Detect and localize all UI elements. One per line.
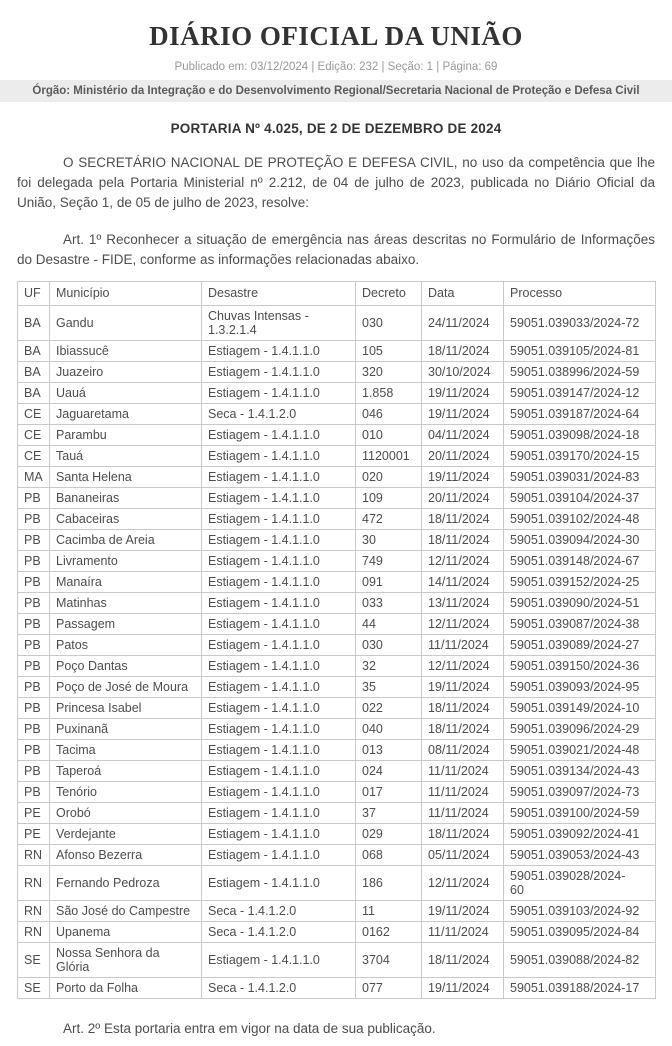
table-cell-uf: PB bbox=[18, 572, 50, 593]
table-cell-decreto: 109 bbox=[356, 488, 422, 509]
table-cell-processo: 59051.039092/2024-41 bbox=[504, 824, 656, 845]
table-cell-municipio: São José do Campestre bbox=[50, 901, 202, 922]
table-cell-data: 19/11/2024 bbox=[422, 901, 504, 922]
table-cell-municipio: Ibiassucê bbox=[50, 341, 202, 362]
table-cell-data: 14/11/2024 bbox=[422, 572, 504, 593]
table-cell-processo: 59051.039094/2024-30 bbox=[504, 530, 656, 551]
table-cell-decreto: 186 bbox=[356, 866, 422, 901]
table-cell-uf: RN bbox=[18, 866, 50, 901]
table-row bbox=[18, 803, 656, 824]
table-cell-processo: 59051.039031/2024-83 bbox=[504, 467, 656, 488]
table-cell-decreto: 013 bbox=[356, 740, 422, 761]
gazette-header bbox=[0, 22, 672, 102]
table-row bbox=[18, 446, 656, 467]
table-cell-decreto: 046 bbox=[356, 404, 422, 425]
table-cell-data: 13/11/2024 bbox=[422, 593, 504, 614]
table-cell-municipio: Princesa Isabel bbox=[50, 698, 202, 719]
table-cell-decreto: 022 bbox=[356, 698, 422, 719]
table-cell-uf: PB bbox=[18, 635, 50, 656]
table-cell-municipio: Passagem bbox=[50, 614, 202, 635]
table-row bbox=[18, 551, 656, 572]
table-cell-data: 11/11/2024 bbox=[422, 922, 504, 943]
table-cell-desastre: Estiagem - 1.4.1.1.0 bbox=[202, 614, 356, 635]
table-cell-processo: 59051.038996/2024-59 bbox=[504, 362, 656, 383]
table-cell-decreto: 35 bbox=[356, 677, 422, 698]
table-cell-municipio: Juazeiro bbox=[50, 362, 202, 383]
table-cell-desastre: Seca - 1.4.1.2.0 bbox=[202, 901, 356, 922]
table-cell-municipio: Puxinanã bbox=[50, 719, 202, 740]
table-cell-decreto: 30 bbox=[356, 530, 422, 551]
organ-band bbox=[0, 80, 672, 102]
table-cell-desastre: Estiagem - 1.4.1.1.0 bbox=[202, 425, 356, 446]
col-header-municipio: Município bbox=[50, 282, 202, 306]
table-row bbox=[18, 845, 656, 866]
table-cell-uf: PB bbox=[18, 488, 50, 509]
table-cell-municipio: Tauá bbox=[50, 446, 202, 467]
table-cell-municipio: Fernando Pedroza bbox=[50, 866, 202, 901]
table-cell-desastre: Estiagem - 1.4.1.1.0 bbox=[202, 824, 356, 845]
table-cell-desastre: Estiagem - 1.4.1.1.0 bbox=[202, 866, 356, 901]
table-cell-desastre: Estiagem - 1.4.1.1.0 bbox=[202, 572, 356, 593]
table-cell-decreto: 024 bbox=[356, 761, 422, 782]
table-cell-decreto: 1.858 bbox=[356, 383, 422, 404]
table-cell-municipio: Manaíra bbox=[50, 572, 202, 593]
table-cell-data: 19/11/2024 bbox=[422, 978, 504, 999]
table-cell-data: 12/11/2024 bbox=[422, 551, 504, 572]
portaria-heading: PORTARIA Nº 4.025, DE 2 DE DEZEMBRO DE 2024 bbox=[170, 121, 502, 136]
table-cell-decreto: 029 bbox=[356, 824, 422, 845]
table-cell-uf: PB bbox=[18, 530, 50, 551]
table-cell-desastre: Estiagem - 1.4.1.1.0 bbox=[202, 446, 356, 467]
table-cell-decreto: 030 bbox=[356, 635, 422, 656]
table-cell-data: 11/11/2024 bbox=[422, 803, 504, 824]
table-cell-processo: 59051.039104/2024-37 bbox=[504, 488, 656, 509]
table-cell-processo: 59051.039105/2024-81 bbox=[504, 341, 656, 362]
table-cell-decreto: 11 bbox=[356, 901, 422, 922]
table-row bbox=[18, 488, 656, 509]
table-cell-decreto: 010 bbox=[356, 425, 422, 446]
table-cell-desastre: Estiagem - 1.4.1.1.0 bbox=[202, 635, 356, 656]
table-cell-processo: 59051.039170/2024-15 bbox=[504, 446, 656, 467]
table-cell-decreto: 091 bbox=[356, 572, 422, 593]
table-row bbox=[18, 698, 656, 719]
table-cell-uf: CE bbox=[18, 404, 50, 425]
table-cell-data: 11/11/2024 bbox=[422, 635, 504, 656]
paragraph-preamble: O SECRETÁRIO NACIONAL DE PROTEÇÃO E DEFESA CIVIL, no uso da competência que lhe foi delegada pela Portaria Ministerial nº 2.212, de 04 de julho de 2023, publicada no Diário Oficial da União, Seção 1, de 05 de julho de 2023, resolve: bbox=[17, 155, 655, 210]
table-cell-municipio: Porto da Folha bbox=[50, 978, 202, 999]
table-cell-municipio: Parambu bbox=[50, 425, 202, 446]
table-cell-processo: 59051.039149/2024-10 bbox=[504, 698, 656, 719]
table-cell-uf: BA bbox=[18, 383, 50, 404]
table-cell-desastre: Estiagem - 1.4.1.1.0 bbox=[202, 551, 356, 572]
table-cell-decreto: 017 bbox=[356, 782, 422, 803]
table-cell-data: 05/11/2024 bbox=[422, 845, 504, 866]
table-cell-uf: RN bbox=[18, 901, 50, 922]
table-cell-decreto: 1120001 bbox=[356, 446, 422, 467]
table-cell-processo: 59051.039021/2024-48 bbox=[504, 740, 656, 761]
table-cell-decreto: 472 bbox=[356, 509, 422, 530]
table-cell-uf: SE bbox=[18, 943, 50, 978]
table-cell-data: 18/11/2024 bbox=[422, 530, 504, 551]
table-cell-desastre: Estiagem - 1.4.1.1.0 bbox=[202, 761, 356, 782]
table-cell-desastre: Estiagem - 1.4.1.1.0 bbox=[202, 698, 356, 719]
table-cell-decreto: 44 bbox=[356, 614, 422, 635]
table-cell-desastre: Estiagem - 1.4.1.1.0 bbox=[202, 943, 356, 978]
table-cell-desastre: Estiagem - 1.4.1.1.0 bbox=[202, 656, 356, 677]
table-cell-decreto: 077 bbox=[356, 978, 422, 999]
table-cell-decreto: 020 bbox=[356, 467, 422, 488]
table-cell-data: 11/11/2024 bbox=[422, 782, 504, 803]
table-row bbox=[18, 362, 656, 383]
table-row bbox=[18, 824, 656, 845]
table-cell-decreto: 3704 bbox=[356, 943, 422, 978]
col-header-decreto: Decreto bbox=[356, 282, 422, 306]
table-cell-uf: PB bbox=[18, 740, 50, 761]
table-cell-processo: 59051.039100/2024-59 bbox=[504, 803, 656, 824]
table-cell-data: 04/11/2024 bbox=[422, 425, 504, 446]
table-cell-decreto: 0162 bbox=[356, 922, 422, 943]
organ-text: Órgão: Ministério da Integração e do Desenvolvimento Regional/Secretaria Nacional de Proteção e Defesa Civil bbox=[32, 85, 640, 97]
table-cell-uf: PB bbox=[18, 656, 50, 677]
table-cell-uf: PB bbox=[18, 761, 50, 782]
table-cell-municipio: Verdejante bbox=[50, 824, 202, 845]
table-cell-data: 12/11/2024 bbox=[422, 614, 504, 635]
table-cell-data: 08/11/2024 bbox=[422, 740, 504, 761]
col-header-data: Data bbox=[422, 282, 504, 306]
table-cell-data: 18/11/2024 bbox=[422, 509, 504, 530]
table-cell-decreto: 040 bbox=[356, 719, 422, 740]
table-cell-processo: 59051.039089/2024-27 bbox=[504, 635, 656, 656]
table-row bbox=[18, 614, 656, 635]
paragraph-art1: Art. 1º Reconhecer a situação de emergência nas áreas descritas no Formulário de Informações do Desastre - FIDE, conforme as informações relacionadas abaixo. bbox=[17, 232, 655, 267]
table-cell-uf: PB bbox=[18, 782, 50, 803]
col-header-uf: UF bbox=[18, 282, 50, 306]
table-cell-processo: 59051.039093/2024-95 bbox=[504, 677, 656, 698]
table-cell-uf: CE bbox=[18, 446, 50, 467]
table-cell-desastre: Estiagem - 1.4.1.1.0 bbox=[202, 593, 356, 614]
table-cell-uf: PE bbox=[18, 824, 50, 845]
table-cell-uf: BA bbox=[18, 341, 50, 362]
col-header-desastre: Desastre bbox=[202, 282, 356, 306]
table-cell-desastre: Estiagem - 1.4.1.1.0 bbox=[202, 782, 356, 803]
table-cell-municipio: Poço de José de Moura bbox=[50, 677, 202, 698]
table-cell-processo: 59051.039102/2024-48 bbox=[504, 509, 656, 530]
table-cell-processo: 59051.039087/2024-38 bbox=[504, 614, 656, 635]
table-cell-desastre: Estiagem - 1.4.1.1.0 bbox=[202, 383, 356, 404]
table-cell-desastre: Estiagem - 1.4.1.1.0 bbox=[202, 467, 356, 488]
document-body bbox=[0, 121, 672, 1039]
table-cell-processo: 59051.039090/2024-51 bbox=[504, 593, 656, 614]
table-cell-municipio: Tenório bbox=[50, 782, 202, 803]
table-row bbox=[18, 467, 656, 488]
table-cell-decreto: 320 bbox=[356, 362, 422, 383]
table-cell-desastre: Estiagem - 1.4.1.1.0 bbox=[202, 719, 356, 740]
table-cell-municipio: Afonso Bezerra bbox=[50, 845, 202, 866]
publication-meta: Publicado em: 03/12/2024 | Edição: 232 | Seção: 1 | Página: 69 bbox=[174, 61, 498, 73]
table-row bbox=[18, 901, 656, 922]
table-cell-decreto: 030 bbox=[356, 306, 422, 341]
table-cell-uf: PB bbox=[18, 677, 50, 698]
table-cell-data: 30/10/2024 bbox=[422, 362, 504, 383]
table-row bbox=[18, 593, 656, 614]
table-cell-uf: RN bbox=[18, 845, 50, 866]
table-cell-processo: 59051.039095/2024-84 bbox=[504, 922, 656, 943]
table-cell-uf: PB bbox=[18, 614, 50, 635]
table-cell-data: 19/11/2024 bbox=[422, 383, 504, 404]
table-cell-data: 19/11/2024 bbox=[422, 404, 504, 425]
table-cell-processo: 59051.039097/2024-73 bbox=[504, 782, 656, 803]
table-cell-uf: CE bbox=[18, 425, 50, 446]
table-row bbox=[18, 383, 656, 404]
table-cell-municipio: Uauá bbox=[50, 383, 202, 404]
table-row bbox=[18, 978, 656, 999]
table-row bbox=[18, 509, 656, 530]
table-cell-uf: PB bbox=[18, 698, 50, 719]
table-row bbox=[18, 761, 656, 782]
table-cell-processo: 59051.039033/2024-72 bbox=[504, 306, 656, 341]
table-cell-municipio: Santa Helena bbox=[50, 467, 202, 488]
table-cell-desastre: Estiagem - 1.4.1.1.0 bbox=[202, 341, 356, 362]
table-cell-data: 11/11/2024 bbox=[422, 761, 504, 782]
table-cell-uf: PB bbox=[18, 509, 50, 530]
document-page bbox=[0, 22, 672, 1046]
table-cell-desastre: Estiagem - 1.4.1.1.0 bbox=[202, 509, 356, 530]
table-row bbox=[18, 740, 656, 761]
table-cell-processo: 59051.039150/2024-36 bbox=[504, 656, 656, 677]
table-cell-municipio: Cabaceiras bbox=[50, 509, 202, 530]
table-cell-uf: PB bbox=[18, 593, 50, 614]
table-cell-data: 18/11/2024 bbox=[422, 698, 504, 719]
table-cell-desastre: Chuvas Intensas - 1.3.2.1.4 bbox=[202, 306, 356, 341]
table-cell-decreto: 068 bbox=[356, 845, 422, 866]
table-cell-uf: PB bbox=[18, 551, 50, 572]
table-row bbox=[18, 922, 656, 943]
table-cell-processo: 59051.039187/2024-64 bbox=[504, 404, 656, 425]
table-cell-decreto: 033 bbox=[356, 593, 422, 614]
table-row bbox=[18, 866, 656, 901]
emergency-recognition-table bbox=[17, 281, 656, 999]
table-cell-desastre: Estiagem - 1.4.1.1.0 bbox=[202, 362, 356, 383]
table-cell-decreto: 749 bbox=[356, 551, 422, 572]
table-cell-data: 12/11/2024 bbox=[422, 656, 504, 677]
table-cell-desastre: Estiagem - 1.4.1.1.0 bbox=[202, 845, 356, 866]
table-cell-decreto: 32 bbox=[356, 656, 422, 677]
table-cell-uf: BA bbox=[18, 362, 50, 383]
table-cell-desastre: Estiagem - 1.4.1.1.0 bbox=[202, 530, 356, 551]
table-row bbox=[18, 404, 656, 425]
table-cell-data: 20/11/2024 bbox=[422, 446, 504, 467]
table-cell-uf: RN bbox=[18, 922, 50, 943]
table-row bbox=[18, 530, 656, 551]
table-cell-municipio: Taperoá bbox=[50, 761, 202, 782]
table-cell-processo: 59051.039028/2024-60 bbox=[504, 866, 656, 901]
table-cell-data: 12/11/2024 bbox=[422, 866, 504, 901]
table-cell-municipio: Matinhas bbox=[50, 593, 202, 614]
table-cell-municipio: Cacimba de Areia bbox=[50, 530, 202, 551]
table-row bbox=[18, 425, 656, 446]
table-body bbox=[18, 306, 656, 999]
paragraph-art2: Art. 2º Esta portaria entra em vigor na data de sua publicação. bbox=[63, 1021, 436, 1036]
table-row bbox=[18, 341, 656, 362]
table-row bbox=[18, 635, 656, 656]
table-cell-desastre: Estiagem - 1.4.1.1.0 bbox=[202, 677, 356, 698]
table-row bbox=[18, 719, 656, 740]
table-header-row bbox=[18, 282, 656, 306]
table-cell-municipio: Nossa Senhora da Glória bbox=[50, 943, 202, 978]
table-cell-data: 19/11/2024 bbox=[422, 677, 504, 698]
col-header-processo: Processo bbox=[504, 282, 656, 306]
table-cell-uf: BA bbox=[18, 306, 50, 341]
table-cell-municipio: Patos bbox=[50, 635, 202, 656]
table-row bbox=[18, 677, 656, 698]
table-cell-data: 18/11/2024 bbox=[422, 943, 504, 978]
table-row bbox=[18, 306, 656, 341]
table-cell-data: 20/11/2024 bbox=[422, 488, 504, 509]
table-cell-processo: 59051.039147/2024-12 bbox=[504, 383, 656, 404]
table-cell-desastre: Estiagem - 1.4.1.1.0 bbox=[202, 803, 356, 824]
table-cell-data: 18/11/2024 bbox=[422, 824, 504, 845]
table-row bbox=[18, 782, 656, 803]
table-cell-processo: 59051.039098/2024-18 bbox=[504, 425, 656, 446]
table-cell-uf: SE bbox=[18, 978, 50, 999]
table-row bbox=[18, 572, 656, 593]
table-cell-municipio: Gandu bbox=[50, 306, 202, 341]
table-cell-data: 19/11/2024 bbox=[422, 467, 504, 488]
table-cell-decreto: 37 bbox=[356, 803, 422, 824]
table-cell-desastre: Seca - 1.4.1.2.0 bbox=[202, 978, 356, 999]
table-cell-processo: 59051.039148/2024-67 bbox=[504, 551, 656, 572]
table-cell-data: 18/11/2024 bbox=[422, 341, 504, 362]
table-cell-desastre: Estiagem - 1.4.1.1.0 bbox=[202, 488, 356, 509]
table-cell-municipio: Orobó bbox=[50, 803, 202, 824]
table-cell-municipio: Jaguaretama bbox=[50, 404, 202, 425]
table-cell-data: 18/11/2024 bbox=[422, 719, 504, 740]
table-cell-processo: 59051.039134/2024-43 bbox=[504, 761, 656, 782]
table-cell-processo: 59051.039053/2024-43 bbox=[504, 845, 656, 866]
table-cell-desastre: Estiagem - 1.4.1.1.0 bbox=[202, 740, 356, 761]
table-cell-uf: MA bbox=[18, 467, 50, 488]
table-row bbox=[18, 943, 656, 978]
table-cell-data: 24/11/2024 bbox=[422, 306, 504, 341]
table-cell-municipio: Livramento bbox=[50, 551, 202, 572]
table-cell-processo: 59051.039103/2024-92 bbox=[504, 901, 656, 922]
table-cell-processo: 59051.039096/2024-29 bbox=[504, 719, 656, 740]
table-cell-desastre: Seca - 1.4.1.2.0 bbox=[202, 922, 356, 943]
table-cell-municipio: Upanema bbox=[50, 922, 202, 943]
page-title: DIÁRIO OFICIAL DA UNIÃO bbox=[149, 21, 523, 51]
table-cell-municipio: Tacima bbox=[50, 740, 202, 761]
table-cell-processo: 59051.039152/2024-25 bbox=[504, 572, 656, 593]
table-cell-decreto: 105 bbox=[356, 341, 422, 362]
table-cell-processo: 59051.039188/2024-17 bbox=[504, 978, 656, 999]
table-row bbox=[18, 656, 656, 677]
table-cell-desastre: Seca - 1.4.1.2.0 bbox=[202, 404, 356, 425]
table-cell-municipio: Bananeiras bbox=[50, 488, 202, 509]
table-cell-uf: PE bbox=[18, 803, 50, 824]
table-cell-uf: PB bbox=[18, 719, 50, 740]
table-cell-municipio: Poço Dantas bbox=[50, 656, 202, 677]
table-cell-processo: 59051.039088/2024-82 bbox=[504, 943, 656, 978]
